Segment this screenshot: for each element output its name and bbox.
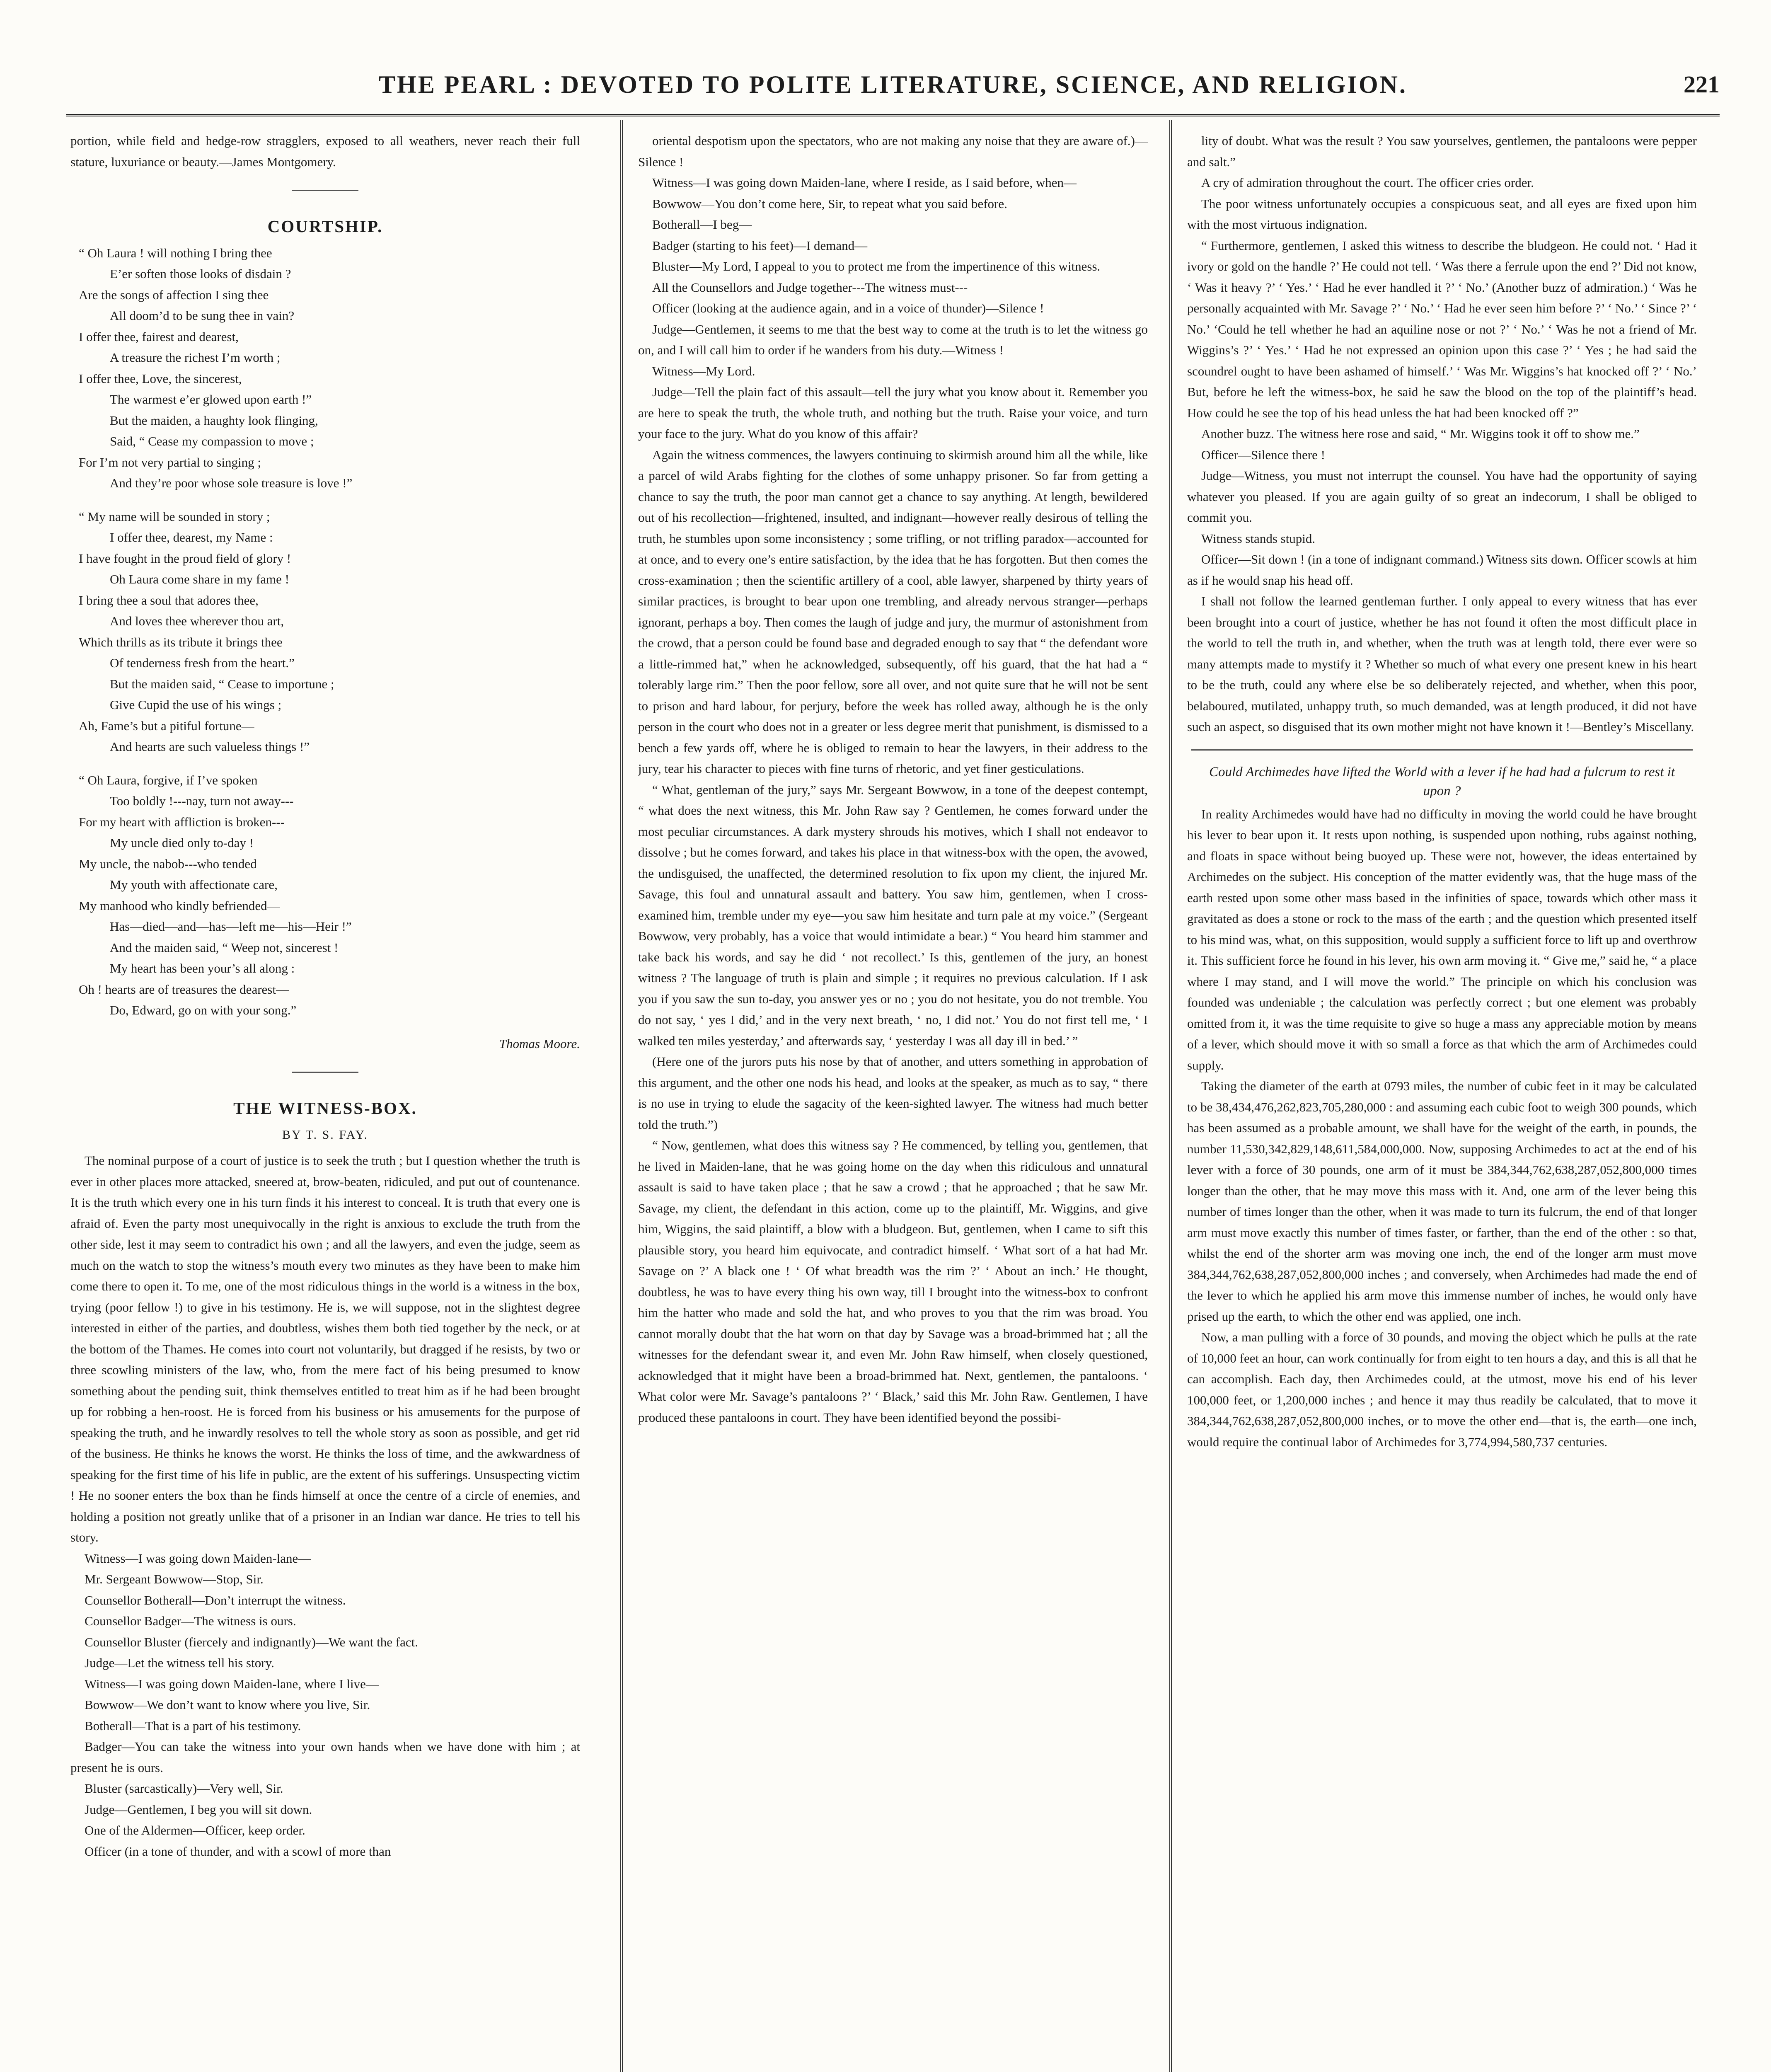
paragraph: Botherall—That is a part of his testimony. [85, 1718, 301, 1733]
paragraph: Witness—I was going down Maiden-lane— [85, 1551, 311, 1566]
poem-line: “ My name will be sounded in story ; [79, 509, 270, 524]
paragraph: I shall not follow the learned gentleman further. I only appeal to every witness that has ever been brought into a court of justice, whether he has not found it often the most difficult place in the world to tell the truth in, and whether, when the truth was at length told, there ever were so many attempts made to mystify it ? Whether so much of what every one present knew in his heart to be the truth, could any where else be so deliberately rejected, and whether, when this poor, belaboured, mutilated, unhappy truth, so much demanded, was at length produced, it did not have such an aspect, so disguised that its own mother might not have known it !—Bentley’s Miscellany. [1187, 594, 1697, 734]
poem-line: But the maiden said, “ Cease to importune ; [110, 676, 334, 691]
paragraph: Officer—Silence there ! [1201, 447, 1325, 462]
poem-line: Of tenderness fresh from the heart.” [110, 656, 295, 670]
paragraph: Bluster (sarcastically)—Very well, Sir. [85, 1781, 283, 1796]
section-divider [292, 190, 358, 191]
poem-line: My manhood who kindly befriended— [79, 898, 280, 913]
poem-line: And they’re poor whose sole treasure is love !” [110, 476, 353, 490]
paragraph: Officer (in a tone of thunder, and with a scowl of more than [85, 1844, 391, 1859]
article-byline: BY T. S. FAY. [282, 1128, 368, 1142]
poem-line: Too boldly !---nay, turn not away--- [110, 794, 294, 808]
poem-line: Has—died—and—has—left me—his—Heir !” [110, 919, 352, 934]
poem-line: My youth with affectionate care, [110, 877, 278, 892]
paragraph: Bowwow—We don’t want to know where you live, Sir. [85, 1697, 370, 1712]
poem-line: Give Cupid the use of his wings ; [110, 697, 282, 712]
poem-line: Which thrills as its tribute it brings thee [79, 634, 283, 649]
paragraph: One of the Aldermen—Officer, keep order. [85, 1823, 305, 1837]
poem-line: My heart has been your’s all along : [110, 961, 295, 975]
poem-line: I bring thee a soul that adores thee, [79, 593, 259, 608]
paragraph: The poor witness unfortunately occupies a conspicuous seat, and all eyes are fixed upon him with the most virtuous indignation. [1187, 196, 1697, 232]
paragraph: Witness stands stupid. [1201, 531, 1316, 546]
paragraph: Badger (starting to his feet)—I demand— [652, 238, 868, 253]
column-2 [638, 131, 1148, 2072]
paragraph: Again the witness commences, the lawyers continuing to skirmish around him all the while, like a parcel of wild Arabs fighting for the clothes of some unhappy prisoner. So far from getting a chance to say the truth, the poor man cannot get a chance to say anything. At length, bewildered out of his recollection—frightened, insulted, and indignant—however really desirous of telling the truth, he stumbles upon some inconsistency ; some trifling, or not trifling paradox—accounted for at once, and to every one’s entire satisfaction, by the idea that he has forgotten. But then comes the cross-examination ; then the scientific artillery of a cool, able lawyer, sharpened by thirty years of similar practices, is brought to bear upon one trembling, and already nervous stranger—perhaps ignorant, perhaps a boy. Then comes the laugh of judge and jury, the murmur of astonishment from the crowd, that a person could be found base and degraded enough to say that “ the defendant wore a little-rimmed hat,” when he acknowledged, subsequently, off his guard, that the hat had a “ tolerably large rim.” Then the poor fellow, sore all over, and not quite sure that he will not be sent to prison and hard labour, for perjury, before the week has rolled away, although he is the only person in the court who does not in a greater or less degree merit that punishment, is dismissed to a bench a few yards off, where he is obliged to remain to hear the lawyers, in their address to the jury, tear his character to pieces with fine turns of rhetoric, and yet finer gesticulations. [638, 447, 1148, 776]
paragraph: Badger—You can take the witness into your own hands when we have done with him ; at present he is ours. [70, 1739, 580, 1775]
paragraph: A cry of admiration throughout the court. The officer cries order. [1201, 175, 1534, 190]
poem-line: For my heart with affliction is broken--- [79, 814, 285, 829]
poem-line: The warmest e’er glowed upon earth !” [110, 392, 312, 407]
poem-line: My uncle, the nabob---who tended [79, 856, 257, 871]
page-header [66, 62, 1720, 108]
poem-line: All doom’d to be sung thee in vain? [110, 308, 295, 323]
paragraph: All the Counsellors and Judge together---The witness must--- [652, 280, 968, 295]
column-rule-right [1169, 120, 1172, 2072]
poem-line: Oh ! hearts are of treasures the dearest— [79, 982, 289, 997]
paragraph: Bluster—My Lord, I appeal to you to protect me from the impertinence of this witness. [652, 259, 1101, 274]
paragraph: Witness—I was going down Maiden-lane, where I reside, as I said before, when— [652, 175, 1077, 190]
poem-line: Are the songs of affection I sing thee [79, 287, 269, 302]
column-3 [1187, 131, 1697, 2072]
section-divider [292, 1072, 358, 1073]
paragraph: Judge—Gentlemen, I beg you will sit down. [85, 1802, 312, 1817]
poem-line: For I’m not very partial to singing ; [79, 455, 261, 470]
page-number: 221 [1684, 71, 1720, 98]
paragraph: Judge—Gentlemen, it seems to me that the best way to come at the truth is to let the witness go on, and I will call him to order if he wanders from his duty.—Witness ! [638, 322, 1148, 357]
running-title: THE PEARL : DEVOTED TO POLITE LITERATURE, SCIENCE, AND RELIGION. [379, 71, 1407, 98]
paragraph: Officer (looking at the audience again, and in a voice of thunder)—Silence ! [652, 301, 1044, 315]
paragraph: Judge—Let the witness tell his story. [85, 1656, 274, 1670]
paragraph: Counsellor Botherall—Don’t interrupt the witness. [85, 1593, 346, 1607]
paragraph: Now, a man pulling with a force of 30 pounds, and moving the object which he pulls at the rate of 10,000 feet an hour, can work continually for from eight to ten hours a day, and this is all that he can accomplish. Each day, then Archimedes could, at the utmost, move his end of his lever 100,000 feet, or 1,200,000 inches ; and hence it may thus readily be calculated, that to move it 384,344,762,638,287,052,800,000 inches, or to move the other end—that is, the earth—one inch, would require the continual labor of Archimedes for 3,774,994,580,737 centuries. [1187, 1330, 1697, 1449]
poem-stanza [70, 770, 580, 1021]
header-rule [66, 114, 1720, 116]
poem-line: But the maiden, a haughty look flinging, [110, 413, 318, 428]
section-divider [1191, 749, 1693, 751]
poem-line: I offer thee, dearest, my Name : [110, 530, 273, 545]
poem-line: Do, Edward, go on with your song.” [110, 1003, 297, 1017]
paragraph: (Here one of the jurors puts his nose by that of another, and utters something in approbation of this argument, and the other one nods his head, and looks at the speaker, as much as to say, “ there is no use in trying to elude the sagacity of the keen-sighted lawyer. The witness had much better told the truth.”) [638, 1054, 1148, 1132]
paragraph: “ Furthermore, gentlemen, I asked this witness to describe the bludgeon. He could not. ‘ Had it ivory or gold on the handle ?’ He could not tell. ‘ Was there a ferrule upon the end ?’ Did not know, ‘ Was it heavy ?’ ‘ Yes.’ ‘ Had he ever handled it ?’ ‘ No.’ (Another buzz of admiration.) ‘ Was he personally acquainted with Mr. Savage ?’ ‘ No.’ ‘ Had he ever seen him before ?’ ‘ No.’ ‘ Since ?’ ‘ No.’ ‘Could he tell whether he had an aquiline nose or not ?’ ‘ No.’ ‘ Was he not a friend of Mr. Wiggins’s ?’ ‘ Yes.’ ‘ Had he not expressed an opinion upon this case ?’ ‘ Yes ; he had said the scoundrel ought to have been ashamed of himself.’ ‘ Was Mr. Wiggins’s hat knocked off ?’ ‘ No.’ But, before he left the witness-box, he said he saw the blood on the top of the plaintiff’s head. How could he see the top of his head unless the hat had been knocked off ?” [1187, 238, 1697, 420]
poem-author: Thomas Moore. [499, 1036, 580, 1051]
poem-line: I have fought in the proud field of glory ! [79, 551, 291, 566]
poem-line: And the maiden said, “ Weep not, sincerest ! [110, 940, 339, 955]
poem-line: And hearts are such valueless things !” [110, 739, 310, 754]
article-body [70, 1150, 580, 1862]
poem-line: Said, “ Cease my compassion to move ; [110, 434, 314, 448]
archimedes-heading: Could Archimedes have lifted the World with a lever if he had had a fulcrum to rest it upon ? [1209, 764, 1675, 799]
paragraph: “ Now, gentlemen, what does this witness say ? He commenced, by telling you, gentlemen, that he lived in Maiden-lane, that he was going home on the day when this ridiculous and unnatural assault is said to have taken place ; that he saw a crowd ; that he approached ; that he saw Mr. Savage, my client, the defendant in this action, come up to the plaintiff, Mr. Wiggins, and give him, Wiggins, the said plaintiff, a blow with a bludgeon. But, gentlemen, when I came to sift this plausible story, you heard him equivocate, and contradict himself. ‘ What sort of a hat had Mr. Savage on ?’ A black one ! ‘ Of what breadth was the rim ?’ ‘ About an inch.’ He thought, doubtless, he was to have every thing his own way, till I brought into the witness-box to confront him the hatter who made and sold the hat, and who proves to you that the rim was broad. You cannot morally doubt that the hat worn on that day by Savage was a broad-brimmed hat ; all the witnesses for the defendant swear it, and even Mr. John Raw himself, when closely questioned, acknowledged that it might have been a broad-brimmed hat. Next, gentlemen, the pantaloons. ‘ What color were Mr. Savage’s pantaloons ?’ ‘ Black,’ said this Mr. John Raw. Gentlemen, I have produced these pantaloons in court. They have been identified beyond the possibi- [638, 1138, 1148, 1425]
paragraph: Judge—Tell the plain fact of this assault—tell the jury what you know about it. Remember you are here to speak the truth, the whole truth, and nothing but the truth. Raise your voice, and turn your face to the jury. What do you know of this affair? [638, 385, 1148, 441]
paragraph: “ What, gentleman of the jury,” says Mr. Sergeant Bowwow, in a tone of the deepest contempt, “ what does the next witness, this Mr. John Raw say ? Gentlemen, he comes forward under the most peculiar circumstances. A dark mystery shrouds his motives, which I shall not endeavor to dissolve ; but he comes forward, and takes his place in that witness-box with the open, the avowed, the undisguised, the unaffected, the determined resolution to fix upon my client, the injured Mr. Savage, this foul and unnatural assault and battery. You saw him, gentlemen, when I cross-examined him, tremble under my eye—you saw him hesitate and turn pale at my voice.” (Sergeant Bowwow, very probably, has a voice that would intimidate a bear.) “ You heard him stammer and take back his words, and say he did ‘ not recollect.’ Is this, gentlemen of the jury, an honest witness ? The language of truth is plain and simple ; it requires no previous calculation. If I ask you if you saw the sun to-day, you answer yes or no ; you do not hesitate, you do not tremble. You do not say, ‘ yes I did,’ and in the very next breath, ‘ no, I did not.’ You do not first tell me, ‘ I walked ten miles yesterday,’ and afterwards say, ‘ yesterday I was all day ill in bed.’ ” [638, 782, 1148, 1048]
column-1 [70, 131, 580, 2072]
poem-title: COURTSHIP. [267, 217, 383, 236]
poem-stanza [70, 243, 580, 494]
poem-line: “ Oh Laura ! will nothing I bring thee [79, 245, 272, 260]
paragraph: Counsellor Badger—The witness is ours. [85, 1614, 296, 1628]
poem-line: “ Oh Laura, forgive, if I’ve spoken [79, 772, 258, 787]
paragraph: Counsellor Bluster (fiercely and indignantly)—We want the fact. [85, 1634, 418, 1649]
archimedes-body [1187, 804, 1697, 1453]
article-body-conclusion [1187, 131, 1697, 738]
article-title: THE WITNESS-BOX. [233, 1099, 417, 1118]
paragraph: Officer—Sit down ! (in a tone of indignant command.) Witness sits down. Officer scowls at him as if he would snap his head off. [1187, 552, 1697, 588]
poem-line: Ah, Fame’s but a pitiful fortune— [79, 718, 254, 733]
poem-line: Oh Laura come share in my fame ! [110, 572, 289, 586]
poem-line: I offer thee, fairest and dearest, [79, 329, 239, 344]
paragraph: Judge—Witness, you must not interrupt the counsel. You have had the opportunity of saying whatever you pleased. If you are again guilty of so great an indecorum, I shall be obliged to commit you. [1187, 468, 1697, 525]
paragraph: The nominal purpose of a court of justice is to seek the truth ; but I question whether the truth is ever in other places more attacked, sneered at, brow-beaten, ridiculed, and put out of countenance. It is the truth which every one in his turn finds it his interest to conceal. It is truth that every one is afraid of. Even the party most unequivocally in the right is anxious to exclude the truth from the other side, lest it may seem to contradict his own ; and all the lawyers, and even the judge, seem as much on the watch to stop the witness’s mouth every two minutes as they have been to make him come there to open it. To me, one of the most ridiculous things in the world is a witness in the box, trying (poor fellow !) to give in his testimony. He is, we will suppose, not in the slightest degree interested in either of the parties, and doubtless, wishes them both tied together by the neck, or at the bottom of the Thames. He comes into court not voluntarily, but dragged if he resists, by two or three scowling ministers of the law, who, from the mere fact of his being presumed to know something about the pending suit, think themselves entitled to treat him as if he had been brought up for robbing a hen-roost. He is forced from his business or his amusements for the purpose of speaking the truth, and he inwardly resolves to tell the whole story as soon as possible, and get rid of the business. He thinks he knows the worst. He thinks the loss of time, and the awkwardness of speaking for the first time of his life in public, are the extent of his sufferings. Unsuspecting victim ! He no sooner enters the box than he finds himself at once the centre of a circle of enemies, and holding a position not greatly unlike that of a prisoner in an Indian war dance. He tries to tell his story. [70, 1153, 580, 1544]
poem-stanza [70, 506, 580, 758]
paragraph: Mr. Sergeant Bowwow—Stop, Sir. [85, 1572, 264, 1586]
paragraph: Witness—I was going down Maiden-lane, where I live— [85, 1676, 379, 1691]
article-body-continued [638, 131, 1148, 1428]
poem-line: A treasure the richest I’m worth ; [110, 350, 281, 365]
paragraph: Another buzz. The witness here rose and said, “ Mr. Wiggins took it off to show me.” [1201, 426, 1640, 441]
paragraph: Bowwow—You don’t come here, Sir, to repeat what you said before. [652, 196, 1007, 211]
poem-intro: portion, while field and hedge-row stragglers, exposed to all weathers, never reach their full stature, luxuriance or beauty.—James Montgomery. [70, 133, 580, 169]
paragraph: Botherall—I beg— [652, 217, 752, 232]
poem-line: My uncle died only to-day ! [110, 835, 254, 850]
paragraph: Taking the diameter of the earth at 0793 miles, the number of cubic feet in it may be calculated to be 38,434,476,262,823,705,280,000 : and assuming each cubic foot to weigh 300 pounds, which has been assumed as a probable amount, we shall have for the weight of the earth, in pounds, the number 11,530,342,829,148,611,584,000,000. Now, supposing Archimedes to act at the end of his lever with a force of 30 pounds, one arm of it must be 384,344,762,638,287,052,800,000 times longer than the other, that he may move this mass with it. And, one arm of the lever being this number of times longer than the other, when it was made to turn its fulcrum, the end of that longer arm must move exactly this number of times faster, or farther, than the end of the other : so that, whilst the end of the shorter arm was moving one inch, the end of the longer arm must move 384,344,762,638,287,052,800,000 inches ; and conversely, when Archimedes had made the end of the lever to which he applied his arm move this immense number of inches, he would only have prised up the earth, to which the other end was applied, one inch. [1187, 1079, 1697, 1324]
paragraph: lity of doubt. What was the result ? You saw yourselves, gentlemen, the pantaloons were pepper and salt.” [1187, 133, 1697, 169]
poem-body [70, 243, 580, 1021]
poem-line: E’er soften those looks of disdain ? [110, 266, 291, 281]
paragraph: In reality Archimedes would have had no difficulty in moving the world could he have brought his lever to bear upon it. It rests upon nothing, is suspended upon nothing, rubs against nothing, and floats in space without being buoyed up. These were not, however, the ideas entertained by Archimedes on the subject. His conception of the matter evidently was, that the huge mass of the earth rested upon some other mass based in the infinities of space, towards which other mass it gravitated as does a stone or rock to the mass of the earth ; and the question which presented itself to his mind was, what, on this supposition, would supply a sufficient force to lift up and overthrow it. This sufficient force he found in his lever, his own arm moving it. “ Give me,” said he, “ a place where I may stand, and I will move the world.” The principle on which his conclusion was founded was undeniable ; the calculation was perfectly correct ; but one element was probably omitted from it, it was the time requisite to give so huge a mass any appreciable motion by means of a lever, which should move it with so small a force as that which the arm of Archimedes could supply. [1187, 806, 1697, 1072]
poem-line: And loves thee wherever thou art, [110, 614, 284, 628]
paragraph: Witness—My Lord. [652, 363, 755, 378]
paragraph: oriental despotism upon the spectators, who are not making any noise that they are aware of.)—Silence ! [638, 133, 1148, 169]
column-rule-left [620, 120, 623, 2072]
poem-line: I offer thee, Love, the sincerest, [79, 371, 242, 386]
